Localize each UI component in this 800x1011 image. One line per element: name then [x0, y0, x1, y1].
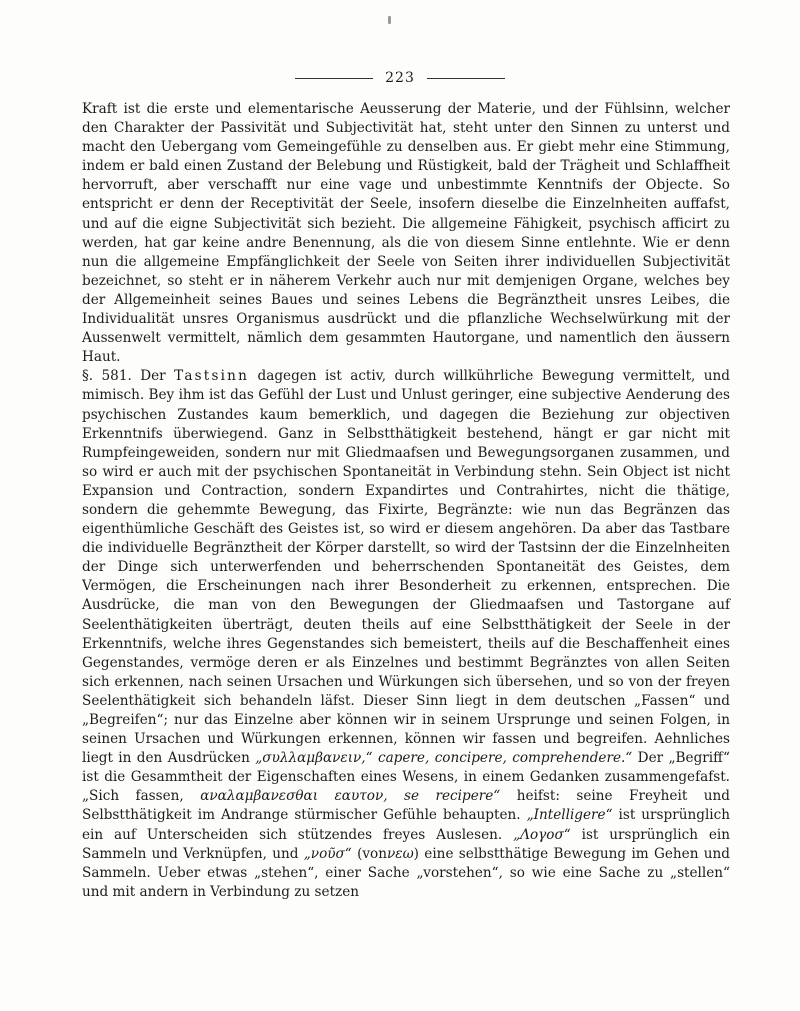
greek-quote-1: „συλλαμβανειν,“	[255, 750, 373, 767]
page-number: 223	[385, 70, 415, 86]
page-header	[0, 68, 800, 88]
page-body	[82, 100, 730, 902]
body-text-a: dagegen ist activ, durch willkührliche Bewegung vermittelt, und mimisch. Bey ihm ist das Gefühl der Lust und Unlust geringer, eine subjective Aenderung des psychischen Zustandes kaum bemerklich, und dagegen die Beziehung zur objectiven Erkenntnifs überwiegend. Ganz in Selbstthätigkeit bestehend, hängt er gar nicht mit Rumpfeingeweiden, sondern nur mit Gliedmaafsen und Bewegungsorganen zusammen, und so wird er auch mit der psychischen Spontaneität in Verbindung stehn. Sein Object ist nicht Expansion und Contraction, sondern Expandirtes und Contrahirtes, nicht die thätige, sondern die gehemmte Bewegung, das Fixirte, Begränzte: wie nun das Begränzen das eigenthümliche Geschäft des Geistes ist, so wird er diesem angehören. Da aber das Tastbare die individuelle Begränztheit der Körper darstellt, so wird der Tastsinn der die Einzelnheiten der Dinge sich unterwerfenden und beherrschenden Spontaneität des Geistes, dem Vermögen, die Erscheinungen nach ihrer Besonderheit zu erkennen, entsprechen. Die Ausdrücke, die man von den Bewegungen der Gliedmaafsen und Tastorgane auf Seelenthätigkeiten überträgt, deuten theils auf eine Selbstthätigkeit der Seele in der Erkenntnifs, welche ihres Gegenstandes sich bemeistert, theils auf die Beschaffenheit eines Gegenstandes, vermöge deren er als Einzelnes und bestimmt Begränztes von allen Seiten sich erkennen, nach seinen Ursachen und Würkungen sich übersehen, und so von der freyen Seelenthätigkeit sich behandeln läfst. Dieser Sinn liegt in dem deutschen „Fassen“ und „Begreifen“; nur das Einzelne aber können wir in seinem Ursprunge und seinen Folgen, in seinen Ursachen und Würkungen erkennen, können wir fassen und begreifen. Aehnliches liegt in den Ausdrücken	[82, 368, 730, 767]
section-number: §. 581.	[82, 368, 132, 385]
latin-quote-3: „Intelligere“	[526, 807, 613, 824]
lead-word: Der	[140, 368, 166, 385]
body-text-g: ) eine selbstthätige Bewegung im Gehen und Sammeln. Ueber etwas „stehen“, einer Sache „vorstehen“, so wie eine Sache zu „stellen“ und mit andern in Verbindung zu setzen	[82, 845, 730, 900]
header-rule-right	[427, 78, 505, 79]
greek-quote-5: νεω	[387, 845, 414, 862]
greek-quote-2: αναλαμβανεσθαι εαυτον,	[200, 788, 388, 805]
latin-quote-1: capere, concipere, comprehendere.“	[377, 750, 633, 767]
header-rule-left	[295, 78, 373, 79]
body-text-f: (von	[357, 845, 388, 862]
body-text-e: ist ursprünglich ein Sammeln und Verknüpfen, und	[82, 826, 731, 862]
term-tastsinn: Tastsinn	[174, 368, 250, 385]
body-text-d: ist ursprünglich ein auf Unterscheiden sich stützendes freyes Auslesen.	[82, 807, 731, 843]
greek-quote-3: „Λογοσ“	[513, 826, 571, 843]
body-text-c: heifst: seine Freyheit und Selbstthätigkeit im Andrange stürmischer Gefühle behaupten.	[82, 788, 730, 824]
greek-quote-4: „νοῦσ“	[303, 845, 352, 862]
print-speck	[388, 16, 391, 24]
paragraph-2	[82, 367, 730, 902]
latin-quote-2: se recipere“	[404, 788, 501, 805]
body-text-b: Der „Begriff“ ist die Gesammtheit der Eigenschaften eines Wesens, in einem Gedanken zusammengefafst. „Sich fassen,	[82, 750, 730, 805]
paragraph-1: Kraft ist die erste und elementarische Aeusserung der Materie, und der Fühlsinn, welcher den Charakter der Passivität und Subjectivität hat, steht unter den Sinnen zu unterst und macht den Uebergang vom Gemeingefühle zu denselben aus. Er giebt mehr eine Stimmung, indem er bald einen Zustand der Belebung und Rüstigkeit, bald der Trägheit und Schlaffheit hervorruft, aber verschafft nur eine vage und unbestimmte Kenntnifs der Objecte. So entspricht er denn der Receptivität der Seele, insofern dieselbe die Einzelnheiten auffafst, und auf die eigne Subjectivität sich bezieht. Die allgemeine Fähigkeit, psychisch afficirt zu werden, hat gar keine andre Benennung, als die von diesem Sinne entlehnte. Wie er denn nun die allgemeine Empfänglichkeit der Seele von Seiten ihrer individuellen Subjectivität bezeichnet, so steht er in näherem Verkehr auch nur mit demjenigen Organe, welches bey der Allgemeinheit seines Baues und seines Lebens die Begränztheit unsres Leibes, die Individualität unsres Organismus ausdrückt und die pflanzliche Wechselwürkung mit der Aussenwelt vermittelt, nämlich dem gesammten Hautorgane, und namentlich den äussern Haut.	[82, 101, 730, 366]
